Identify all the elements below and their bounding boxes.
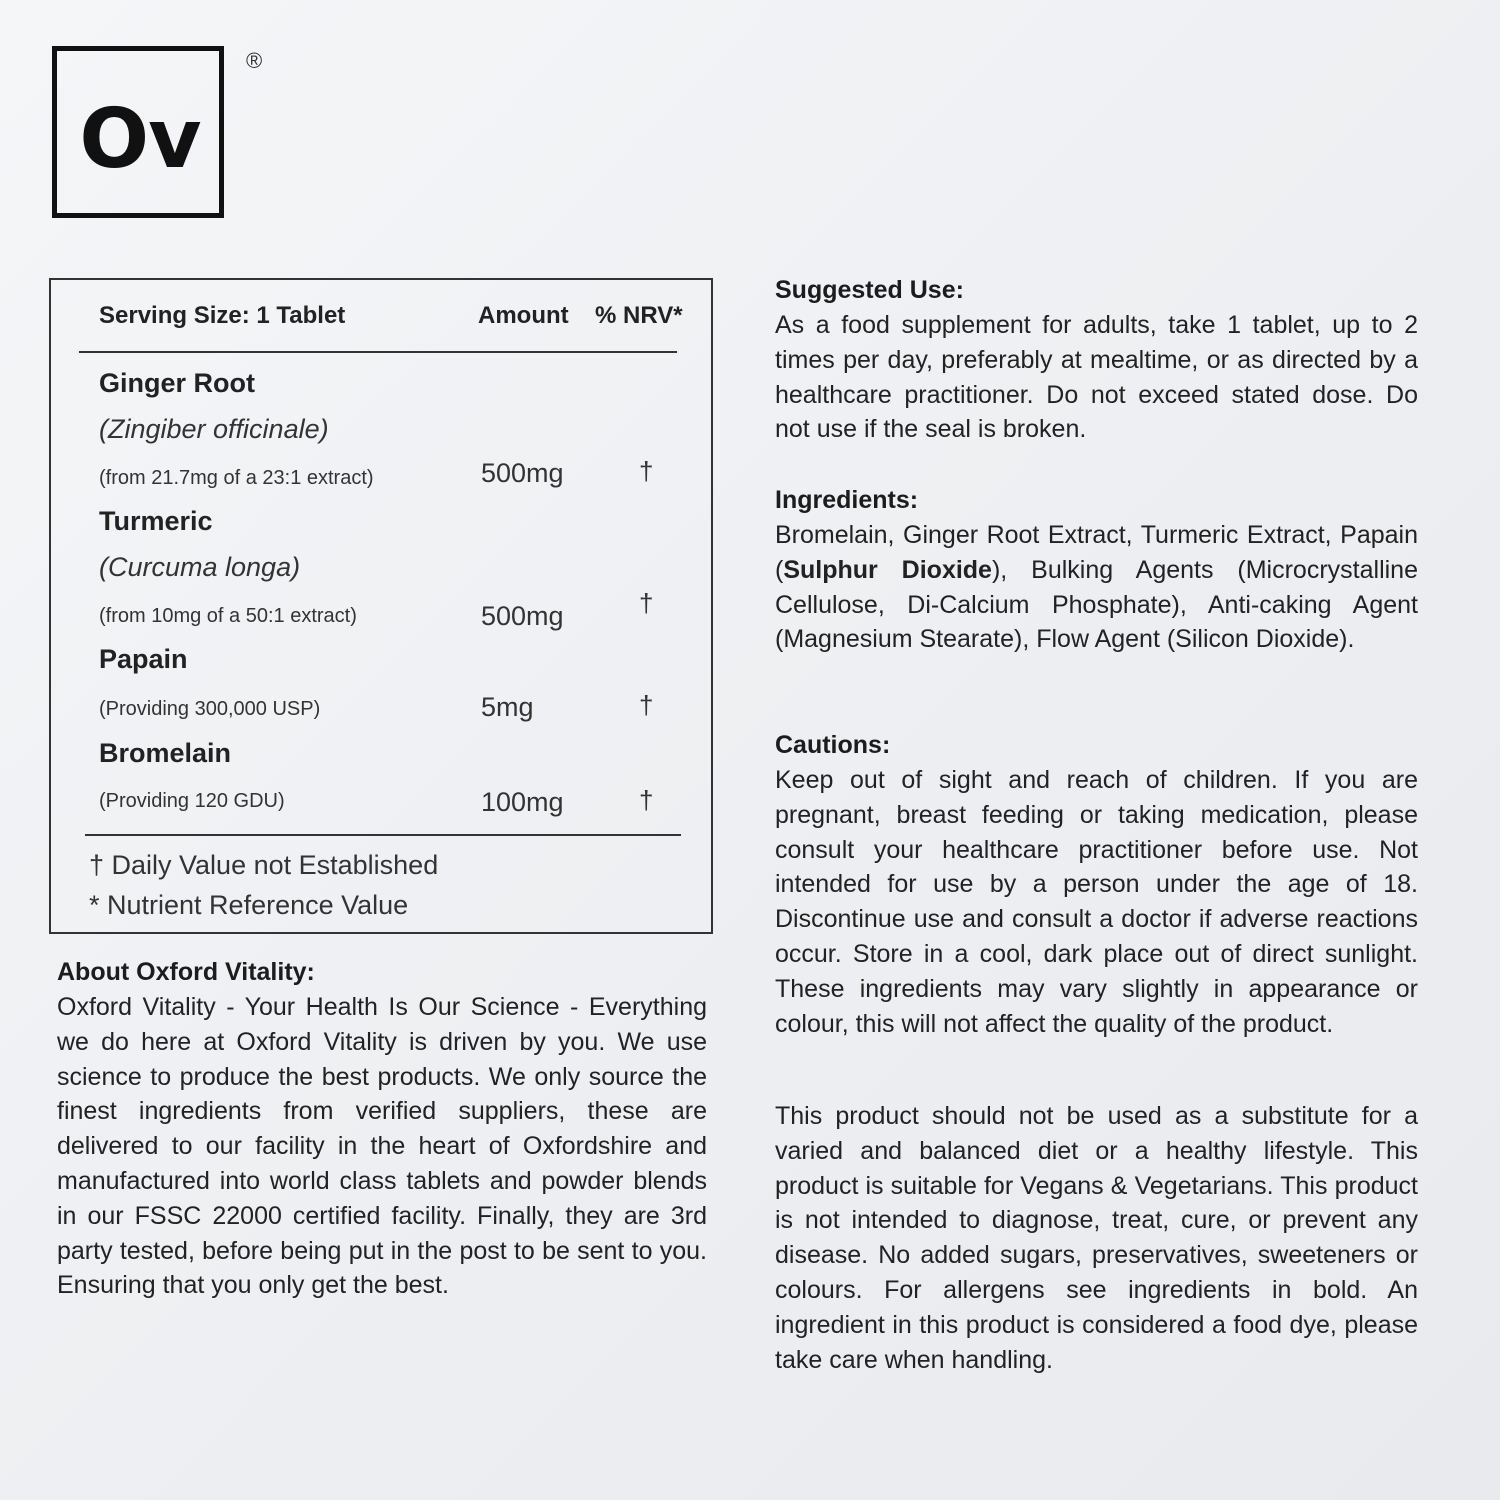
ingredients-heading: Ingredients: xyxy=(775,486,919,514)
ingredient-amount: 500mg xyxy=(481,458,564,488)
ingredient-detail: (from 10mg of a 50:1 extract) xyxy=(99,605,357,627)
footer-divider xyxy=(85,834,681,836)
ingredients-text-end: ), Bulking Agents (Microcrystalline Cellulose, Di-Calcium Phosphate), Anti-caking Agent (Magnesium Stearate), Flow Agent (Silicon Dioxide). xyxy=(775,555,1418,654)
cautions-text: Keep out of sight and reach of children. If you are pregnant, breast feeding or taking medication, please consult your healthcare practitioner before use. Not intended for use by a person under the age of 18. Discontinue use and consult a doctor if adverse reactions occur. Store in a cool, dark place out of direct sunlight. These ingredients may vary slightly in appearance or colour, this will not affect the quality of the product. xyxy=(775,766,1418,1038)
suggested-use-section xyxy=(775,273,1418,447)
footnote-nrv: * Nutrient Reference Value xyxy=(89,890,409,920)
ingredient-nrv: † xyxy=(639,456,654,486)
suggested-use-text: As a food supplement for adults, take 1 tablet, up to 2 times per day, preferably at mealtime, or as directed by a healthcare practitioner. Do not exceed stated dose. Do not use if the seal is broken. xyxy=(775,311,1418,444)
disclaimer-section xyxy=(775,1099,1418,1377)
cautions-heading: Cautions: xyxy=(775,731,891,759)
suggested-use-heading: Suggested Use: xyxy=(775,276,964,304)
brand-logo xyxy=(52,46,224,218)
ingredients-text xyxy=(775,518,1418,657)
ingredient-amount: 5mg xyxy=(481,692,534,722)
ingredient-detail: (Providing 300,000 USP) xyxy=(99,698,321,720)
ingredient-nrv: † xyxy=(639,785,654,815)
ingredient-detail: (from 21.7mg of a 23:1 extract) xyxy=(99,467,374,489)
disclaimer-text: This product should not be used as a substitute for a varied and balanced diet or a healthy lifestyle. This product is suitable for Vegans & Vegetarians. This product is not intended to diagnose, treat, cure, or prevent any disease. No added sugars, preservatives, sweeteners or colours. For allergens see ingredients in bold. An ingredient in this product is considered a food dye, please take care when handling. xyxy=(775,1102,1418,1374)
nrv-header: % NRV* xyxy=(595,302,683,329)
ingredient-amount: 100mg xyxy=(481,787,564,817)
header-divider xyxy=(79,351,677,353)
ingredient-name: Bromelain xyxy=(99,738,232,768)
logo-text: Ov xyxy=(79,91,201,187)
ingredient-amount: 500mg xyxy=(481,601,564,631)
about-section xyxy=(57,955,707,1303)
allergen-highlight: Sulphur Dioxide xyxy=(783,555,992,584)
footnote-daily-value: † Daily Value not Established xyxy=(89,850,439,880)
ingredient-name: Turmeric xyxy=(99,506,213,536)
registered-mark: ® xyxy=(246,48,263,73)
ingredient-latin-name: (Zingiber officinale) xyxy=(99,414,329,444)
serving-size-header: Serving Size: 1 Tablet xyxy=(99,302,346,329)
ingredient-latin-name: (Curcuma longa) xyxy=(99,552,301,582)
supplement-facts-table xyxy=(49,278,713,934)
ingredient-name: Ginger Root xyxy=(99,368,255,398)
amount-header: Amount xyxy=(478,302,569,329)
ingredient-nrv: † xyxy=(639,690,654,720)
cautions-section xyxy=(775,728,1418,1041)
ingredient-nrv: † xyxy=(639,588,654,618)
about-text: Oxford Vitality - Your Health Is Our Science - Everything we do here at Oxford Vitality is driven by you. We use science to produce the best products. We only source the finest ingredients from verified suppliers, these are delivered to our facility in the heart of Oxfordshire and manufactured into world class tablets and powder blends in our FSSC 22000 certified facility. Finally, they are 3rd party tested, before being put in the post to be sent to you. Ensuring that you only get the best. xyxy=(57,993,707,1300)
ingredient-detail: (Providing 120 GDU) xyxy=(99,790,285,812)
ingredients-section xyxy=(775,483,1418,657)
ingredient-name: Papain xyxy=(99,644,188,674)
about-heading: About Oxford Vitality: xyxy=(57,958,315,986)
ingredients-text-start: Bromelain, Ginger Root Extract, Turmeric Extract, Papain ( xyxy=(775,521,1418,584)
